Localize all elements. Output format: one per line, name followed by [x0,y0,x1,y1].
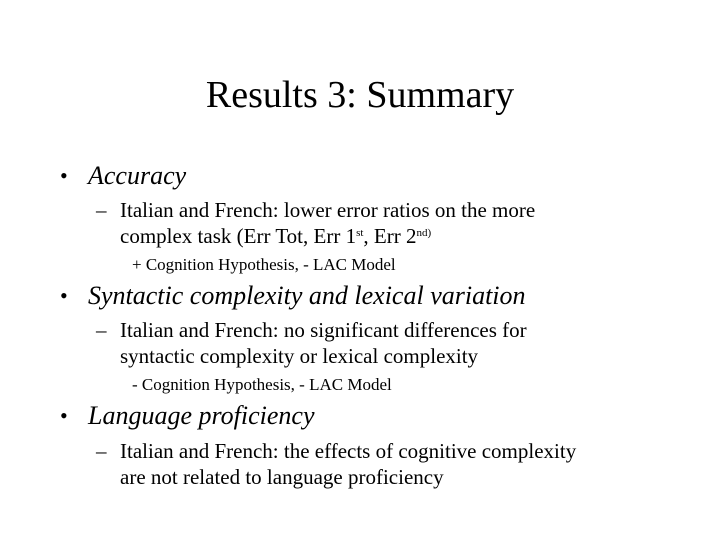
bullet-icon: • [60,283,68,308]
point-text-continued [120,223,431,249]
bullet-icon: • [60,403,68,428]
heading-syntactic: Syntactic complexity and lexical variation [88,281,526,310]
point-text: Italian and French: the effects of cognitive complexity [120,439,577,463]
heading-proficiency: Language proficiency [88,401,315,430]
superscript-st: st [356,227,364,239]
bullet-icon: • [60,163,68,188]
dash-icon: – [96,318,107,342]
note-accuracy: + Cognition Hypothesis, - LAC Model [132,255,396,274]
superscript-nd: nd) [416,227,432,239]
heading-accuracy: Accuracy [88,161,187,190]
point-text-part: complex task (Err Tot, Err 1 [120,224,357,248]
point-text-continued: syntactic complexity or lexical complexity [120,344,479,368]
point-text: Italian and French: no significant differences for [120,318,527,342]
note-syntactic: - Cognition Hypothesis, - LAC Model [132,375,392,394]
point-text-part: , Err 2 [363,224,417,248]
point-text-continued: are not related to language proficiency [120,465,444,489]
dash-icon: – [96,439,107,463]
point-text: Italian and French: lower error ratios on the more [120,198,536,222]
slide-title: Results 3: Summary [205,74,515,116]
dash-icon: – [96,198,107,222]
